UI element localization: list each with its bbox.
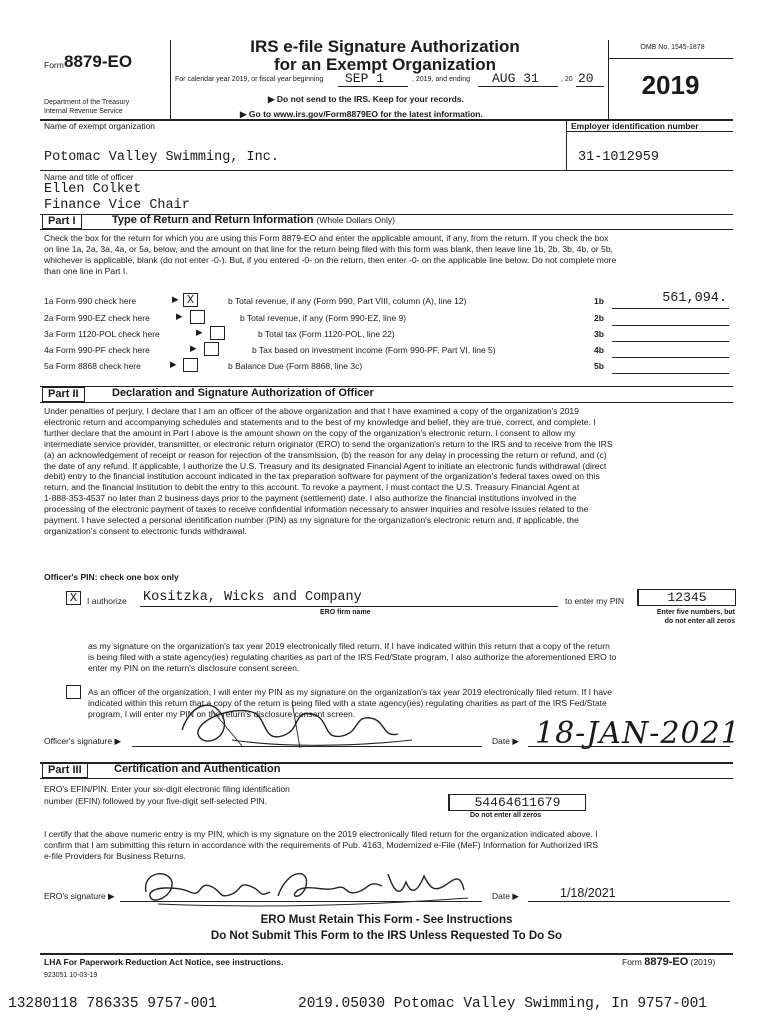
line-1a-label: 1a Form 990 check here <box>44 296 137 306</box>
officer-label: Name and title of officer <box>44 172 134 182</box>
part-1-intro-line: Check the box for the return for which you are using this Form 8879-EO and enter the applicable amount, if any, from the return. If you check the box <box>44 233 609 243</box>
line-3a-label: 3a Form 1120-POL check here <box>44 329 160 339</box>
line-4b-label: b Tax based on investment income (Form 990-PF, Part VI, line 5) <box>252 345 496 355</box>
fiscal-year-begin[interactable]: SEP 1 <box>345 71 385 86</box>
org-name-label: Name of exempt organization <box>44 121 156 131</box>
part-1-instructions <box>44 233 728 277</box>
form-prefix: Form <box>44 60 64 70</box>
ero-date[interactable]: 1/18/2021 <box>560 886 616 900</box>
form-ref-prefix: Form <box>622 957 642 967</box>
ero-date-label: Date ▶ <box>492 891 519 901</box>
part-1-label: Part I <box>42 214 82 229</box>
part-3-label: Part III <box>42 763 88 778</box>
part-2-label: Part II <box>42 387 85 402</box>
footer-code: 923051 10-03-19 <box>44 972 98 979</box>
authorize-ero-checkbox[interactable]: X <box>66 591 81 605</box>
department <box>44 98 129 116</box>
declaration-line: electronic return and accompanying schedules and statements and to the best of my knowledge and belief, they are true, correct, and complete. I <box>44 416 596 427</box>
line-5b-ref: 5b <box>594 361 604 371</box>
part-3-title: Certification and Authentication <box>114 763 281 775</box>
line-4a-label: 4a Form 990-PF check here <box>44 345 150 355</box>
dept-line-2: Internal Revenue Service <box>44 108 123 115</box>
form-ref-year: (2019) <box>690 957 716 967</box>
bottom-left-id: 13280118 786335 9757-001 <box>8 996 217 1012</box>
part-1-intro-line: on line 1a, 2a, 3a, 4a, or 5a, below, and the amount on that line for the return being filed with this form was blank, then leave line 1b, 2b, 3b, 4b, or 5b, <box>44 243 613 254</box>
pin-note-1: Enter five numbers, but <box>656 609 735 616</box>
tax-year: 2019 <box>641 70 700 100</box>
efin-instructions <box>44 783 290 807</box>
to-enter-pin-text: to enter my PIN <box>565 596 625 606</box>
line-4b-ref: 4b <box>594 345 604 355</box>
officer-signature-date[interactable]: 18-JAN-2021 <box>535 716 741 751</box>
line-4a-checkbox[interactable] <box>204 342 219 356</box>
officer-pin: 12345 <box>667 590 707 605</box>
efin-pin: 54464611679 <box>474 795 561 810</box>
dept-line-1: Department of the Treasury <box>44 99 130 106</box>
line-2b-label: b Total revenue, if any (Form 990-EZ, line 9) <box>240 313 407 323</box>
ero-firm-label: ERO firm name <box>320 609 371 616</box>
authorization-line: is being filed with a state agency(ies) regulating charities as part of the IRS Fed/State program, I also authorize the aforementioned ERO to <box>88 651 617 662</box>
title-line-1: IRS e-file Signature Authorization <box>250 37 520 56</box>
instruction-website: ▶ Go to www.irs.gov/Form8879EO for the latest information. <box>240 109 483 119</box>
officer-pin-line: indicated within this return that a copy of the return is being filed with a state agency(ies) regulating charities as part of the IRS Fed/State <box>88 697 607 708</box>
arrow-right-icon: ▶ <box>172 294 179 304</box>
part-1-title <box>112 214 395 226</box>
declaration-line: return, and the financial institution to debit the entry to this account. To revoke a payment, I must contact the U.S. Treasury Financial Agent at <box>44 482 580 493</box>
end-year-prefix: , 20 <box>561 76 573 83</box>
part-2-declaration <box>44 406 728 537</box>
line-1b-ref: 1b <box>594 296 604 306</box>
declaration-line: intermediate service provider, transmitter, or electronic return originator (ERO) to send the organization's return to the IRS and to receive from the IRS <box>44 438 613 449</box>
arrow-right-icon: ▶ <box>190 343 197 353</box>
ero-signature <box>138 862 478 912</box>
line-1a-checkbox[interactable]: X <box>183 293 198 307</box>
declaration-line: organization's consent to electronic funds withdrawal. <box>44 525 247 536</box>
authorization-line: as my signature on the organization's tax year 2019 electronically filed return. If I have indicated within this return that a copy of the return <box>88 641 610 651</box>
officer-pin-box[interactable] <box>637 589 736 606</box>
org-name-value[interactable]: Potomac Valley Swimming, Inc. <box>44 150 279 165</box>
officer-name-title[interactable] <box>44 182 190 214</box>
calendar-text: For calendar year 2019, or fiscal year beginning <box>175 76 324 83</box>
ein-value[interactable]: 31-1012959 <box>578 150 660 165</box>
part-2-title: Declaration and Signature Authorization of Officer <box>112 387 374 399</box>
pin-note-2: do not enter all zeros <box>664 618 735 625</box>
ero-certification <box>44 829 728 862</box>
ero-signature-label: ERO's signature ▶ <box>44 891 115 901</box>
omb-number: OMB No. 1545-1878 <box>640 44 705 51</box>
fiscal-year-line <box>175 76 323 83</box>
officer-pin-line: As an officer of the organization, I will enter my PIN as my signature on the organization's tax year 2019 electronically filed return. If I have <box>88 687 613 697</box>
authorize-text: I authorize <box>87 596 127 606</box>
form-reference <box>622 956 715 968</box>
officer-date-label: Date ▶ <box>492 736 519 746</box>
line-5b-label: b Balance Due (Form 8868, line 3c) <box>228 361 363 371</box>
certification-line: e-file Providers for Business Returns. <box>44 850 186 861</box>
declaration-line: processing of the electronic payment of taxes to receive confidential information necessary to answer inquiries and resolve issues related to the <box>44 504 589 515</box>
certification-line: confirm that I am submitting this return in accordance with the requirements of Pub. 4163, Modernized e-File (MeF) Information for Authorized IRS <box>44 839 599 850</box>
retain-line-1: ERO Must Retain This Form - See Instructions <box>260 914 513 926</box>
part-1-title-text: Type of Return and Return Information <box>112 214 314 226</box>
line-5a-checkbox[interactable] <box>183 358 198 372</box>
ero-firm-name[interactable]: Kositzka, Wicks and Company <box>143 590 362 605</box>
bottom-right-id: 2019.05030 Potomac Valley Swimming, In 9757-001 <box>298 996 707 1012</box>
efin-line-1: ERO's EFIN/PIN. Enter your six-digit electronic filing identification <box>44 784 290 794</box>
line-1b-amount[interactable]: 561,094. <box>662 291 727 306</box>
form-number: 8879-EO <box>64 52 133 71</box>
line-1b-label: b Total revenue, if any (Form 990, Part VIII, column (A), line 12) <box>228 296 467 306</box>
line-3b-ref: 3b <box>594 329 604 339</box>
declaration-line: payment. I have selected a personal identification number (PIN) as my signature for the organization's electronic return and, if applicable, the <box>44 515 579 526</box>
lha-notice: LHA For Paperwork Reduction Act Notice, see instructions. <box>44 957 284 967</box>
officer-name: Ellen Colket <box>44 182 142 197</box>
declaration-line: (a) an acknowledgement of receipt or reason for rejection of the transmission, (b) the reason for any delay in processing the return or refund, and (c) <box>44 449 607 460</box>
retain-line-2: Do Not Submit This Form to the IRS Unless Requested To Do So <box>210 930 563 942</box>
efin-pin-box[interactable] <box>448 794 586 811</box>
part-1-title-note: (Whole Dollars Only) <box>316 215 395 225</box>
ending-text: , 2019, and ending <box>412 76 470 83</box>
retain-notice <box>40 912 733 944</box>
fiscal-year-end[interactable]: AUG 31 <box>492 71 539 86</box>
arrow-right-icon: ▶ <box>170 359 177 369</box>
title-line-2: for an Exempt Organization <box>274 55 496 74</box>
declaration-line: further declare that the amount in Part I above is the amount shown on the copy of the organization's electronic return. I consent to allow my <box>44 427 576 438</box>
arrow-right-icon: ▶ <box>196 327 203 337</box>
declaration-line: Under penalties of perjury, I declare that I am an officer of the above organization and that I have examined a copy of the organization's 2019 <box>44 406 579 416</box>
ein-label: Employer identification number <box>571 121 699 131</box>
declaration-line: debit) entry to the financial institution account indicated in the tax preparation software for payment of the organization's federal taxes owed on this <box>44 471 600 482</box>
line-2a-checkbox[interactable] <box>190 310 205 324</box>
efin-line-2: number (EFIN) followed by your five-digit self-selected PIN. <box>44 796 267 806</box>
officer-pin-heading: Officer's PIN: check one box only <box>44 572 179 582</box>
pin-note <box>638 608 735 626</box>
form-ref-number: 8879-EO <box>644 956 689 968</box>
form-title <box>170 38 600 74</box>
part-1-intro-line: whichever is applicable, blank (do not enter -0-). But, if you entered -0- on the return, then enter -0- on the applicable line below. Do not complete more <box>44 254 617 265</box>
ero-authorization-text <box>88 641 728 674</box>
officer-pin-line: program, I will enter my PIN on the return's disclosure consent screen. <box>88 708 356 719</box>
officer-signature-label: Officer's signature ▶ <box>44 736 121 746</box>
line-3a-checkbox[interactable] <box>210 326 225 340</box>
line-5a-label: 5a Form 8868 check here <box>44 361 141 371</box>
officer-signature <box>172 690 432 752</box>
line-2a-label: 2a Form 990-EZ check here <box>44 313 150 323</box>
authorization-line: enter my PIN on the return's disclosure consent screen. <box>88 662 300 673</box>
officer-enter-pin-checkbox[interactable] <box>66 685 81 699</box>
arrow-right-icon: ▶ <box>176 311 183 321</box>
line-3b-label: b Total tax (Form 1120-POL, line 22) <box>258 329 395 339</box>
line-2b-ref: 2b <box>594 313 604 323</box>
declaration-line: 1-888-353-4537 no later than 2 business days prior to the payment (settlement) date. I also authorize the financial institutions involved in the <box>44 493 577 504</box>
end-year[interactable]: 20 <box>578 71 594 86</box>
declaration-line: the date of any refund. If applicable, I authorize the U.S. Treasury and its designated Financial Agent to initiate an electronic funds withdrawal (direct <box>44 460 607 471</box>
instruction-do-not-send: ▶ Do not send to the IRS. Keep for your records. <box>268 94 464 104</box>
efin-note: Do not enter all zeros <box>470 812 542 819</box>
part-1-intro-line: than one line in Part I. <box>44 265 128 276</box>
certification-line: I certify that the above numeric entry is my PIN, which is my signature on the 2019 electronically filed return for the organization indicated above. I <box>44 829 598 839</box>
officer-title: Finance Vice Chair <box>44 198 190 213</box>
